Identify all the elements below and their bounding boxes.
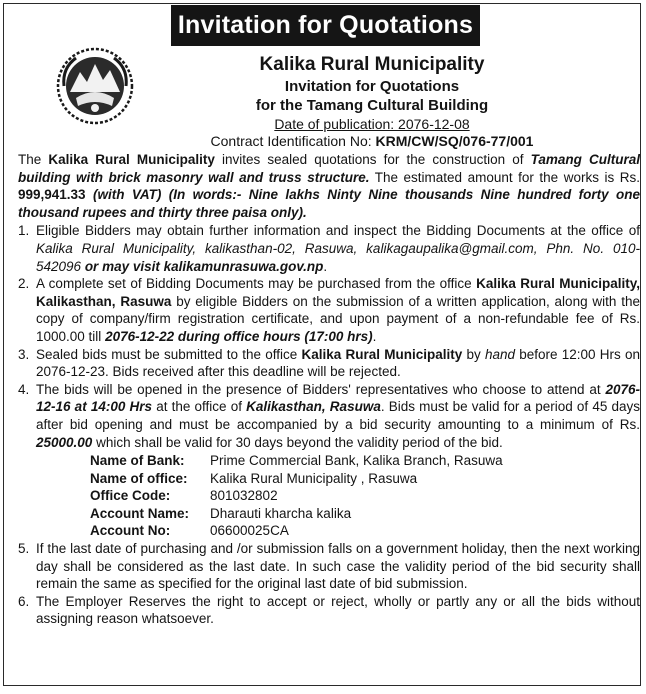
notice-body [18,151,640,628]
bank-row: Name of office: Kalika Rural Municipality , Rasuwa [90,470,418,486]
notice [3,3,641,686]
list-item: 1. Eligible Bidders may obtain further information and inspect the Bidding Documents at the office of Kalika Rural Municipality, kalikasthan-02, Rasuwa, kalikagaupalika@gmail.com, Phn. No. 010-542096 or may visit kalikamunrasuwa.gov.np. [18,223,640,274]
bank-row: Office Code: 801032802 [90,488,278,504]
municipality-name: Kalika Rural Municipality [259,54,485,75]
bank-row: Name of Bank: Prime Commercial Bank, Kalika Branch, Rasuwa [90,453,503,469]
bank-row: Account No: 06600025CA [90,523,289,539]
conditions-list [18,222,640,628]
intro-paragraph: The Kalika Rural Municipality invites sealed quotations for the construction of Tamang Cultural building with brick masonry wall and truss structure. The estimated amount for the works is Rs. 999,941.33 (with VAT) (In words:- Nine lakhs Ninty Nine thousands Nine hundred forty one thousand rupees and thirty three paisa only). [18,152,641,220]
publication-date: Date of publication: 2076-12-08 [274,116,470,132]
contract-id: Contract Identification No: KRM/CW/SQ/076-77/001 [210,133,534,149]
list-item: 2. A complete set of Bidding Documents may be purchased from the office Kalika Rural Municipality, Kalikasthan, Rasuwa by eligible Bidders on the submission of a written application, along with the copy of company/firm registration certificate, and upon payment of a non-refundable fee of Rs. 1000.00 till 2076-12-22 during office hours (17:00 hrs). [18,276,641,344]
banner-title: Invitation for Quotations [171,5,480,46]
list-item: 3. Sealed bids must be submitted to the office Kalika Rural Municipality by hand before 12:00 Hrs on 2076-12-23. Bids received after this deadline will be rejected. [18,346,640,380]
building-subtitle: for the Tamang Cultural Building [255,97,489,114]
contract-number: KRM/CW/SQ/076-77/001 [375,133,534,149]
list-item: 5. If the last date of purchasing and /or submission falls on a government holiday, then the next working day shall be considered as the last date. In such case the validity period of the bid security shall remain the same as specified for the original last date of bid submission. [18,541,640,592]
list-item: 4. The bids will be opened in the presence of Bidders' representatives who choose to attend at 2076-12-16 at 14:00 Hrs at the office of Kalikasthan, Rasuwa. Bids must be valid for a period of 45 days after bid opening and must be accompanied by a bid security amounting to a minimum of Rs. 25000.00 which shall be valid for 30 days beyond the validity period of the bid. Name of Bank: Prime Commercial Bank, Kalika Branch, Rasuwa Name of office: Kalika Rural Municipality , Rasuwa Office Code: 801032802 Account Name: Dharauti kharcha kalika Account No: 06600025CA [18,381,641,539]
invitation-subtitle: Invitation for Quotations [284,78,460,95]
bank-details [90,452,640,540]
bank-row: Account Name: Dharauti kharcha kalika [90,505,352,521]
list-item: 6. The Employer Reserves the right to accept or reject, wholly or partly any or all the bids without assigning reason whatsoever. [18,593,640,627]
government-emblem-icon [54,46,136,126]
